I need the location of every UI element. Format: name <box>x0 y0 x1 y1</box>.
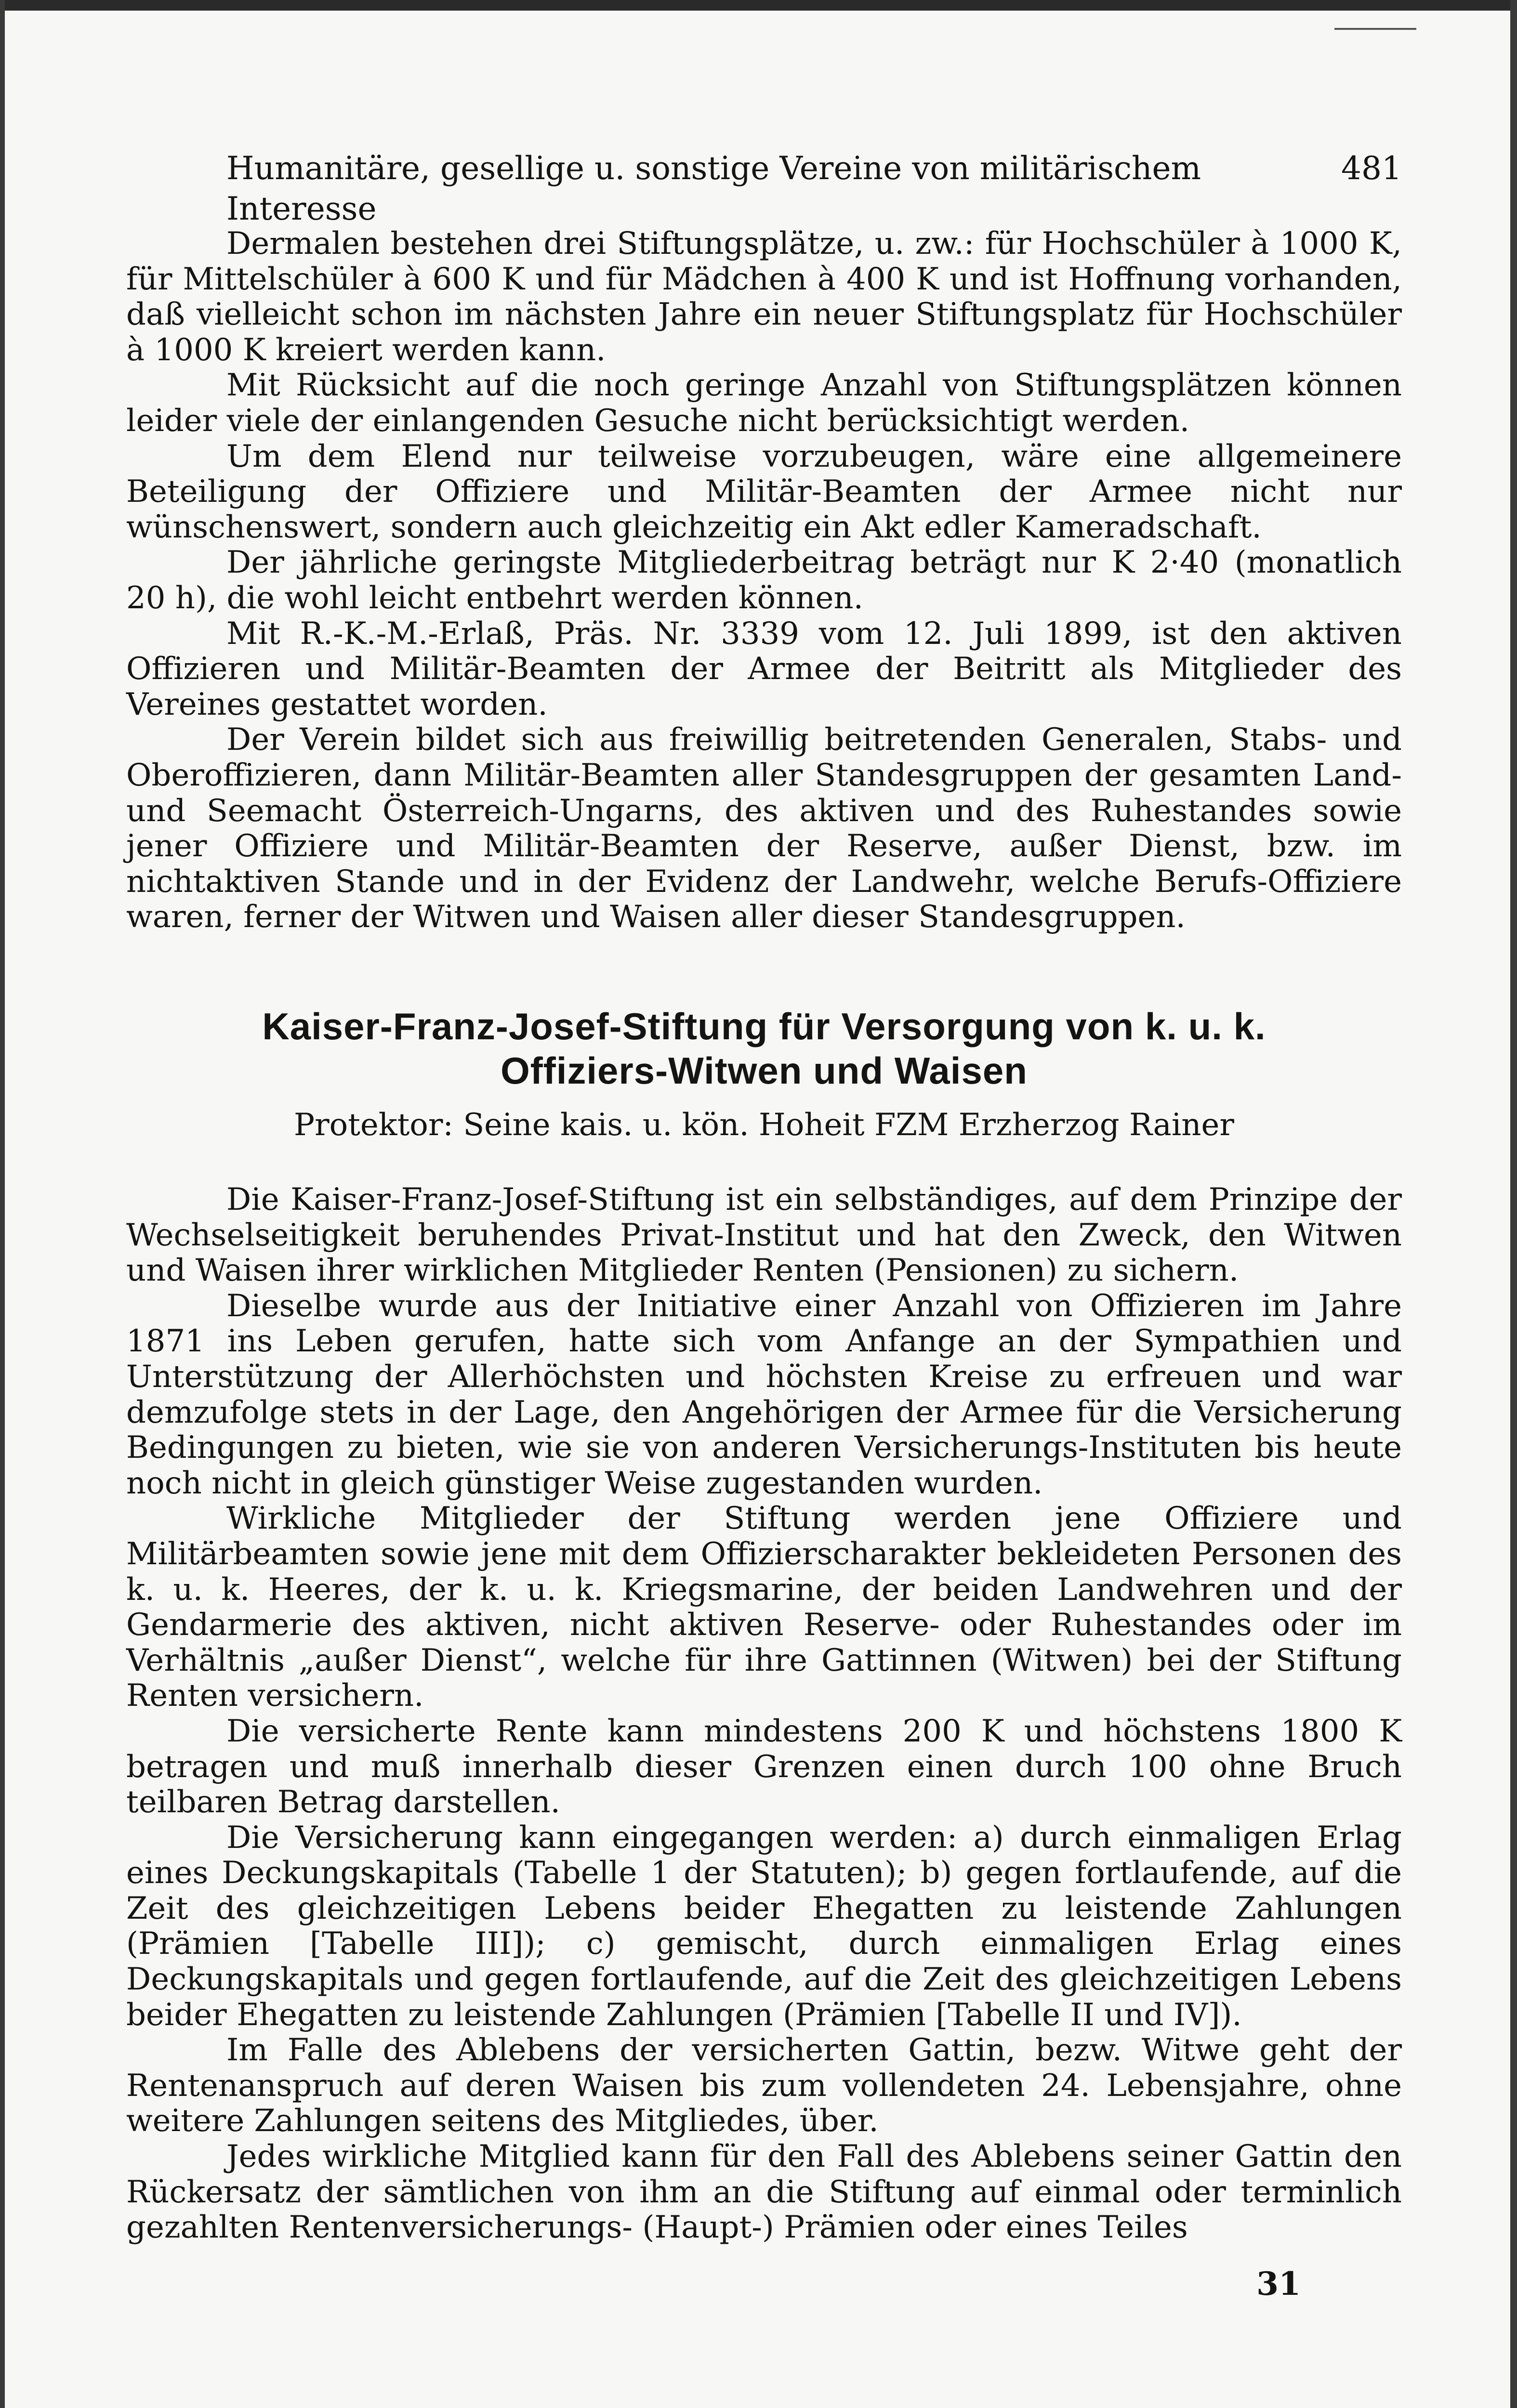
page-number-top: 481 <box>1341 150 1402 187</box>
paragraph: Die Kaiser-Franz-Josef-Stiftung ist ein selbständiges, auf dem Prinzipe der Wechselseitigkeit beruhendes Privat-Institut und hat den Zweck, den Witwen und Waisen ihrer wirklichen Mitglieder Renten (Pensionen) zu sichern. <box>126 1182 1402 1289</box>
section-heading-line-2: Offiziers-Witwen und Waisen <box>501 1049 1028 1092</box>
section-heading <box>126 1004 1402 1093</box>
scan-edge-right <box>1510 0 1517 2408</box>
section-heading-line-1: Kaiser-Franz-Josef-Stiftung für Versorgung von k. u. k. <box>262 1005 1266 1047</box>
paragraph: Mit R.-K.-M.-Erlaß, Präs. Nr. 3339 vom 12. Juli 1899, ist den aktiven Offizieren und Militär-Beamten der Armee der Beitritt als Mitglieder des Vereines gestattet worden. <box>126 615 1402 722</box>
scan-edge-left <box>0 0 5 2408</box>
scan-mark <box>1334 28 1416 30</box>
paragraph: Die versicherte Rente kann mindestens 200 K und höchstens 1800 K betragen und muß innerhalb dieser Grenzen einen durch 100 ohne Bruch teilbaren Betrag darstellen. <box>126 1713 1402 1820</box>
protector-line: Protektor: Seine kais. u. kön. Hoheit FZM Erzherzog Rainer <box>294 1107 1234 1143</box>
scan-edge-top <box>0 0 1517 11</box>
foundation-section-body <box>126 1182 1402 2246</box>
running-head <box>226 148 1402 229</box>
running-title: Humanitäre, gesellige u. sonstige Vereine von militärischem Interesse <box>226 150 1201 227</box>
paragraph: Mit Rücksicht auf die noch geringe Anzahl von Stiftungsplätzen können leider viele der einlangenden Gesuche nicht berücksichtigt werden. <box>126 367 1402 439</box>
paragraph: Im Falle des Ablebens der versicherten Gattin, bezw. Witwe geht der Rentenanspruch auf deren Waisen bis zum vollendeten 24. Lebensjahre, ohne weitere Zahlungen seitens des Mitgliedes, über. <box>126 2032 1402 2139</box>
paragraph: Wirkliche Mitglieder der Stiftung werden jene Offiziere und Militärbeamten sowie jene mit dem Offizierscharakter bekleideten Personen des k. u. k. Heeres, der k. u. k. Kriegsmarine, der beiden Landwehren und der Gendarmerie des aktiven, nicht aktiven Reserve- oder Ruhestandes oder im Verhältnis „außer Dienst“, welche für ihre Gattinnen (Witwen) bei der Stiftung Renten versichern. <box>126 1501 1402 1714</box>
paragraph: Dermalen bestehen drei Stiftungsplätze, u. zw.: für Hochschüler à 1000 K, für Mittelschüler à 600 K und für Mädchen à 400 K und ist Hoffnung vorhanden, daß vielleicht schon im nächsten Jahre ein neuer Stiftungsplatz für Hochschüler à 1000 K kreiert werden kann. <box>126 226 1402 368</box>
paragraph: Der Verein bildet sich aus freiwillig beitretenden Generalen, Stabs- und Oberoffizieren, dann Militär-Beamten aller Standesgruppen der gesamten Land- und Seemacht Österreich-Ungarns, des aktiven und des Ruhestandes sowie jener Offiziere und Militär-Beamten der Reserve, außer Dienst, bzw. im nichtaktiven Stande und in der Evidenz der Landwehr, welche Berufs-Offiziere waren, ferner der Witwen und Waisen aller dieser Standesgruppen. <box>126 722 1402 935</box>
continued-section-body <box>126 226 1402 935</box>
paragraph: Die Versicherung kann eingegangen werden: a) durch einmaligen Erlag eines Deckungskapitals (Tabelle 1 der Statuten); b) gegen fortlaufende, auf die Zeit des gleichzeitigen Lebens beider Ehegatten zu leistende Zahlungen (Prämien [Tabelle III]); c) gemischt, durch einmaligen Erlag eines Deckungskapitals und gegen fortlaufende, auf die Zeit des gleichzeitigen Lebens beider Ehegatten zu leistende Zahlungen (Prämien [Tabelle II und IV]). <box>126 1819 1402 2033</box>
signature-number: 31 <box>1256 2265 1301 2303</box>
paragraph: Dieselbe wurde aus der Initiative einer Anzahl von Offizieren im Jahre 1871 ins Leben gerufen, hatte sich vom Anfange an der Sympathien und Unterstützung der Allerhöchsten und höchsten Kreise zu erfreuen und war demzufolge stets in der Lage, den Angehörigen der Armee für die Versicherung Bedingungen zu bieten, wie sie von anderen Versicherungs-Instituten bis heute noch nicht in gleich günstiger Weise zugestanden wurden. <box>126 1288 1402 1501</box>
paragraph: Jedes wirkliche Mitglied kann für den Fall des Ablebens seiner Gattin den Rückersatz der sämtlichen von ihm an die Stiftung auf einmal oder terminlich gezahlten Rentenversicherungs- (Haupt-) Prämien oder eines Teiles <box>126 2139 1402 2246</box>
paragraph: Um dem Elend nur teilweise vorzubeugen, wäre eine allgemeinere Beteiligung der Offiziere und Militär-Beamten der Armee nicht nur wünschenswert, sondern auch gleichzeitig ein Akt edler Kameradschaft. <box>126 438 1402 545</box>
paragraph: Der jährliche geringste Mitgliederbeitrag beträgt nur K 2·40 (monatlich 20 h), die wohl leicht entbehrt werden können. <box>126 545 1402 616</box>
